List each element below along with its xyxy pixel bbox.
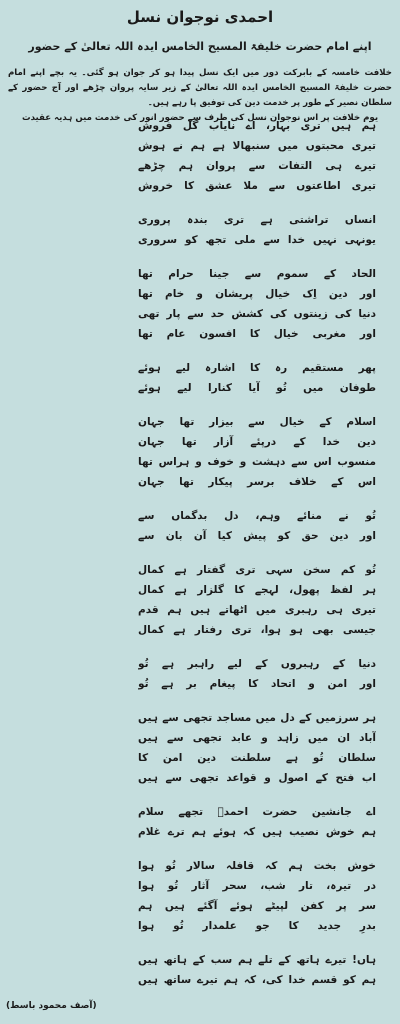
verse-line: دنیا کی زینتوں کی کشش حد سے پار تھی [138,308,376,320]
stanza [138,210,376,250]
stanza [138,358,376,398]
verse-line: اور مغربی خیال کا افسون عام تھا [138,328,376,340]
verse-line: در تیرہ، تار شب، سحر آثار تُو ہوا [138,880,376,892]
verse-line: اور دین اِک خیال پریشان و خام تھا [138,288,376,300]
verse-line: انساں تراشتی ہے تری بندہ پروری [138,214,376,226]
dedication-line: یوم خلافت پر اس نوجوان نسل کی طرف سے حضور انور کی خدمت میں ہدیہ عقیدت [21,113,379,123]
verse-line: دین خدا کے درپئے آزار تھا جہان [138,436,376,448]
verse-line: بدرِ جدید کا جو علمدار تُو ہوا [138,920,376,932]
verse-line: تیری محبتوں میں سنبھالا ہے ہم نے ہوش [138,140,376,152]
verse-line: ہاں! تیرے ہاتھ کے تلے ہم سب کے ہاتھ ہیں [138,954,376,966]
stanza [138,856,376,936]
verse-line: طوفان میں تُو آیا کنارا لیے ہوئے [138,382,376,394]
verse-line: خوش بخت ہم کہ قافلہ سالار تُو ہوا [138,860,376,872]
verse-line: سر پر کفن لپیٹے ہوئے آگئے ہیں ہم [138,900,376,912]
verse-line: اور دین حق کو پیش کیا آن بان سے [138,530,376,542]
verse-line: ہر سرزمیں کے دل میں مساجد تجھی سے ہیں [138,712,376,724]
verse-line: الحاد کے سموم سے جینا حرام تھا [138,268,376,280]
stanza [138,264,376,344]
poet-signature: (آصف محمود باسط) [6,1001,97,1011]
verse-line: ہم ہیں تری بہار، اے نایاب گل فروش [138,120,376,132]
stanza [138,950,376,990]
stanza [138,116,376,196]
stanza [138,560,376,640]
stanza [138,654,376,694]
verse-line: ہم خوش نصیب ہیں کہ ہوئے ہم ترے غلام [138,826,376,838]
poem-subtitle: اپنے امام حضرت خلیفۃ المسیح الخامس ایدہ اللہ تعالیٰ کے حضور [28,40,372,53]
verse-line: اسلام کے خیال سے بیزار تھا جہان [138,416,376,428]
stanza [138,802,376,842]
verse-line: منسوب اس سے دہشت و خوف و ہراس تھا [138,456,376,468]
verse-line: آباد ان میں زاہد و عابد تجھی سے ہیں [138,732,376,744]
verse-line: اس کے خلاف برسر پیکار تھا جہان [138,476,376,488]
stanza [138,708,376,788]
intro-paragraph: خلافت خامسہ کے بابرکت دور میں ایک نسل پیدا ہو کر جوان ہو گئی۔ یہ بچے اپنے امام حضرت خلیفۃ المسیح الخامس ایدہ اللہ تعالیٰ کے زیر سایہ پروان چڑھے اور آج حضور کے سلطان نصیر کے طور پر خدمت دین کی توفیق پا رہے ہیں۔ [8,68,392,108]
verse-line: دنیا کے رہبروں کے لیے راہبر ہے تُو [138,658,376,670]
verse-line: اور امن و اتحاد کا پیغام بر ہے تُو [138,678,376,690]
poem-body [138,116,376,1004]
verse-line: تیرے ہی التفات سے پروان ہم چڑھے [138,160,376,172]
verse-line: اے جانشین حضرت احمدؑ تجھے سلام [138,806,376,818]
stanza [138,506,376,546]
verse-line: ہر لفظ پھول، لہجے کا گلزار ہے کمال [138,584,376,596]
verse-line: تُو نے منائے وہم، دل بدگماں سے [138,510,376,522]
verse-line: تیری اطاعتوں سے ملا عشق کا خروش [138,180,376,192]
verse-line: تیری ہی رہبری میں اٹھاتے ہیں ہم قدم [138,604,376,616]
verse-line: اب فتح کے اصول و قواعد تجھی سے ہیں [138,772,376,784]
verse-line: یونہی نہیں خدا سے ملی تجھ کو سروری [138,234,376,246]
verse-line: سلطان تُو ہے سلطنت دین امن کا [138,752,376,764]
verse-line: پھر مستقیم رہ کا اشارہ لیے ہوئے [138,362,376,374]
stanza [138,412,376,492]
verse-line: تُو کم سخن سہی تری گفتار ہے کمال [138,564,376,576]
verse-line: ہم کو قسم خدا کی، کہ ہم تیرے ساتھ ہیں [138,974,376,986]
poem-title: احمدی نوجوان نسل [126,8,274,26]
verse-line: جیسی بھی ہو ہوا، تری رفتار ہے کمال [138,624,376,636]
